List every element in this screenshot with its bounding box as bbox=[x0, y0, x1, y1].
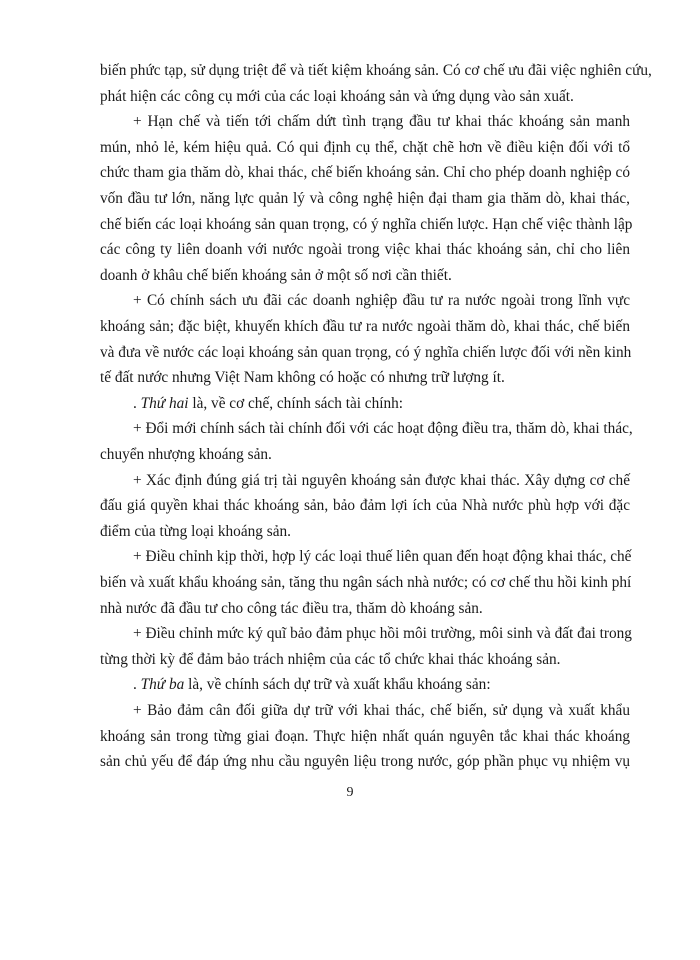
paragraph-line: chế biến các loại khoáng sản quan trọng, có ý nghĩa chiến lược. Hạn chế việc thành lập bbox=[100, 215, 633, 233]
paragraph-line: phát hiện các công cụ mới của các loại khoáng sản và ứng dụng vào sản xuất. bbox=[100, 87, 574, 105]
paragraph-line: khoáng sản trong từng giai đoạn. Thực hiện nhất quán nguyên tắc khai thác khoáng bbox=[100, 727, 630, 745]
heading-prefix: . bbox=[133, 394, 141, 412]
paragraph-line: và đưa về nước các loại khoáng sản quan trọng, có ý nghĩa chiến lược đối với nền kinh bbox=[100, 343, 632, 361]
paragraph-line: chuyển nhượng khoáng sản. bbox=[100, 446, 272, 463]
paragraph-line: + Có chính sách ưu đãi các doanh nghiệp đầu tư ra nước ngoài trong lĩnh vực bbox=[133, 292, 630, 310]
paragraph-line: đấu giá quyền khai thác khoáng sản, bảo đảm lợi ích của Nhà nước phù hợp với đặc bbox=[100, 497, 630, 515]
heading-label: Thứ ba bbox=[140, 676, 185, 694]
paragraph-line: các công ty liên doanh với nước ngoài trong việc khai thác khoáng sản, chỉ cho liên bbox=[100, 241, 630, 259]
heading-rest: là, về cơ chế, chính sách tài chính: bbox=[188, 394, 404, 412]
heading-label: Thứ hai bbox=[140, 394, 189, 412]
paragraph-line: + Điều chỉnh mức ký quĩ bảo đảm phục hồi môi trường, môi sinh và đất đai trong bbox=[133, 625, 632, 643]
paragraph-line: chức tham gia thăm dò, khai thác, chế biến khoáng sản. Chỉ cho phép doanh nghiệp có bbox=[100, 164, 630, 182]
paragraph-line: + Điều chỉnh kịp thời, hợp lý các loại thuế liên quan đến hoạt động khai thác, chế bbox=[133, 548, 632, 566]
paragraph-line: điểm của từng loại khoáng sản. bbox=[100, 522, 291, 540]
paragraph-line: tế đất nước nhưng Việt Nam không có hoặc có nhưng trữ lượng ít. bbox=[100, 369, 505, 387]
paragraph-line: từng thời kỳ để đảm bảo trách nhiệm của các tổ chức khai thác khoáng sản. bbox=[100, 650, 561, 668]
paragraph-line: nhà nước đã đầu tư cho công tác điều tra, thăm dò khoáng sản. bbox=[100, 599, 483, 617]
paragraph-line: biến và xuất khẩu khoáng sản, tăng thu ngân sách nhà nước; có cơ chế thu hồi kinh phí bbox=[100, 574, 632, 591]
section-heading-third bbox=[133, 672, 630, 698]
paragraph-line: mún, nhỏ lẻ, kém hiệu quả. Có qui định cụ thể, chặt chẽ hơn về điều kiện đối với tổ bbox=[100, 138, 630, 156]
page-number: 9 bbox=[346, 784, 354, 800]
paragraph-line: doanh ở khâu chế biến khoáng sản ở một số nơi cần thiết. bbox=[100, 266, 452, 284]
paragraph-line: sản chủ yếu để đáp ứng nhu cầu nguyên liệu trong nước, góp phần phục vụ nhiệm vụ bbox=[100, 753, 630, 771]
paragraph-line: + Hạn chế và tiến tới chấm dứt tình trạng đầu tư khai thác khoáng sản manh bbox=[133, 113, 630, 131]
heading-rest: là, về chính sách dự trữ và xuất khẩu khoáng sản: bbox=[184, 676, 491, 694]
heading-prefix: . bbox=[133, 676, 141, 694]
paragraph-line: + Xác định đúng giá trị tài nguyên khoáng sản được khai thác. Xây dựng cơ chế bbox=[133, 471, 630, 489]
paragraph-line: + Đổi mới chính sách tài chính đối với các hoạt động điều tra, thăm dò, khai thác, bbox=[133, 420, 633, 438]
paragraph-line: khoáng sản; đặc biệt, khuyến khích đầu tư ra nước ngoài thăm dò, khai thác, chế biến bbox=[100, 318, 630, 335]
paragraph-line: vốn đầu tư lớn, năng lực quản lý và công nghệ hiện đại tham gia thăm dò, khai thác, bbox=[100, 190, 630, 207]
paragraph-line: + Bảo đảm cân đối giữa dự trữ với khai thác, chế biến, sử dụng và xuất khẩu bbox=[133, 702, 630, 719]
section-heading-second bbox=[133, 391, 630, 417]
paragraph-line: biến phức tạp, sử dụng triệt để và tiết kiệm khoáng sản. Có cơ chế ưu đãi việc nghiên cứu, bbox=[100, 62, 652, 79]
